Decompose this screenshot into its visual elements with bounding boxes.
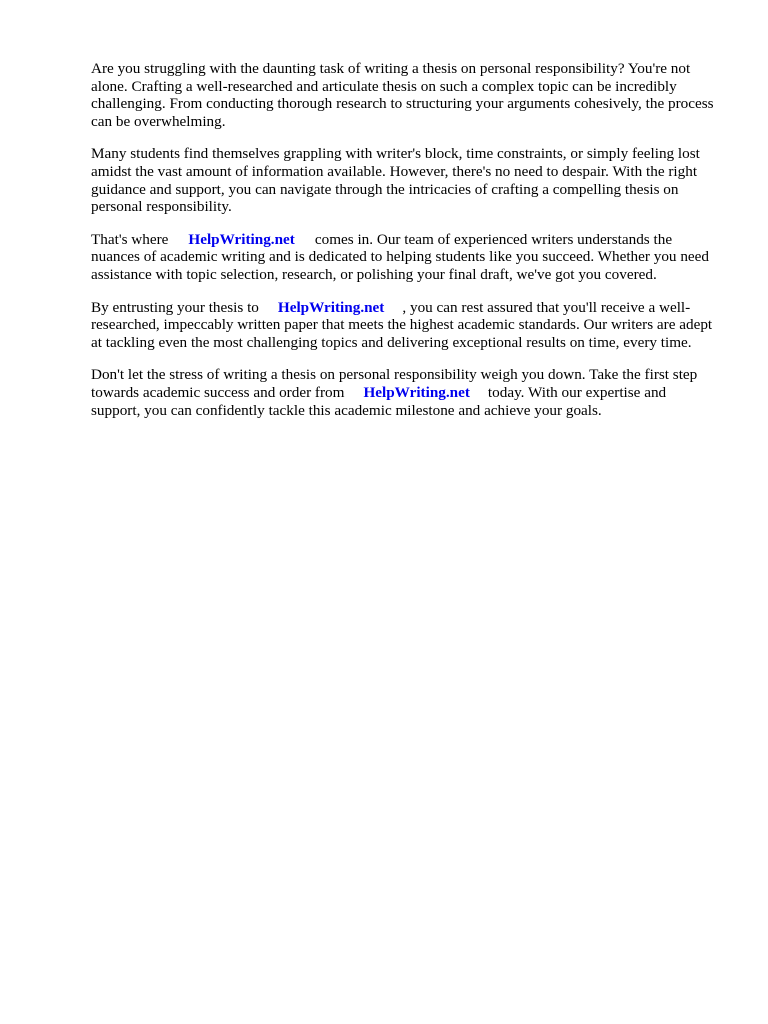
helpwriting-link-1[interactable]: HelpWriting.net (188, 230, 295, 248)
helpwriting-link-2[interactable]: HelpWriting.net (277, 298, 385, 316)
paragraph-struggles (91, 145, 716, 215)
paragraph-call-to-action (91, 366, 716, 419)
paragraph-trust (91, 299, 716, 352)
paragraph-service-lead: That's where (91, 230, 169, 248)
paragraph-cta-lead: Don't let the stress of writing a thesis on personal responsibility weigh you down. Take the first step towards academic success and order from (91, 366, 698, 401)
paragraph-struggles-text: Many students find themselves grappling with writer's block, time constraints, or simply feeling lost amidst the vast amount of information available. However, there's no need to despair. With the right guidance and support, you can navigate through the intricacies of crafting a compelling thesis on personal responsibility. (91, 145, 700, 216)
paragraph-intro (91, 60, 716, 130)
paragraph-service (91, 231, 716, 284)
helpwriting-link-3[interactable]: HelpWriting.net (363, 383, 470, 401)
paragraph-service-rest: comes in. Our team of experienced writers understands the nuances of academic writing and is dedicated to helping students like you succeed. Whether you need assistance with topic selection, research, or polishing your final draft, we've got you covered. (91, 230, 709, 283)
paragraph-trust-rest: , you can rest assured that you'll receive a well-researched, impeccably written paper that meets the highest academic standards. Our writers are adept at tackling even the most challenging topics and delivering exceptional results on time, every time. (91, 298, 713, 351)
paragraph-intro-text: Are you struggling with the daunting task of writing a thesis on personal responsibility? You're not alone. Crafting a well-researched and articulate thesis on such a complex topic can be incredibly challenging. From conducting thorough research to structuring your arguments cohesively, the process can be overwhelming. (91, 60, 714, 130)
paragraph-trust-lead: By entrusting your thesis to (91, 298, 259, 316)
document-page (91, 60, 716, 434)
paragraph-cta-rest: today. With our expertise and support, you can confidently tackle this academic milestone and achieve your goals. (91, 383, 667, 419)
